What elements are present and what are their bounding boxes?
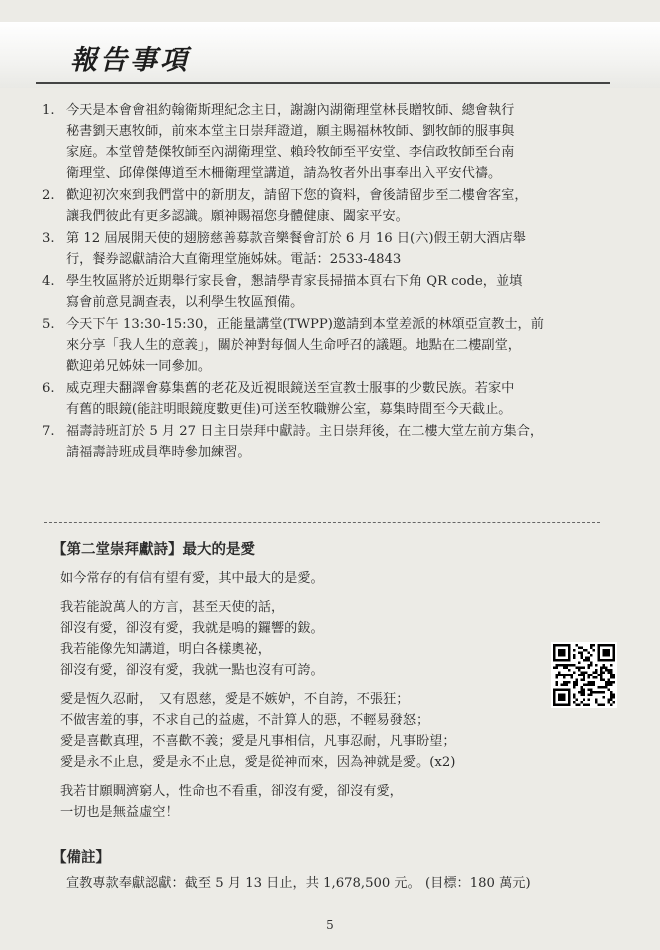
poem-stanza [60, 597, 560, 681]
notice-item [36, 421, 602, 463]
notice-number: 2. [42, 188, 55, 203]
notice-list [36, 100, 602, 464]
notice-item [36, 271, 602, 313]
poem-line: 愛是喜歡真理，不喜歡不義；愛是凡事相信，凡事忍耐，凡事盼望； [60, 734, 456, 749]
notice-line: 來分享「我人生的意義」，關於神對每個人生命呼召的議題。地點在二樓副堂， [66, 338, 521, 353]
poem-line: 我若能像先知講道，明白各樣奧祕， [60, 642, 271, 657]
poem-stanza [60, 781, 560, 823]
notice-line: 有舊的眼鏡(能註明眼鏡度數更佳)可送至牧職辦公室，募集時間至今天截止。 [66, 402, 512, 417]
notice-item [36, 100, 602, 184]
poem-line: 我若能說萬人的方言，甚至天使的話， [60, 600, 285, 615]
page-title: 報告事項 [70, 45, 190, 76]
notice-line: 家庭。本堂曾楚傑牧師至內湖衛理堂、賴玲牧師至平安堂、李信政牧師至台南 [66, 145, 515, 160]
notice-number: 1. [42, 103, 55, 118]
poem-line: 愛是恆久忍耐， 又有恩慈，愛是不嫉妒，不自誇，不張狂； [60, 692, 410, 707]
qr-code[interactable] [551, 642, 617, 708]
poem-line: 愛是永不止息，愛是永不止息，愛是從神而來，因為神就是愛。(x2) [60, 755, 456, 770]
poem-lyrics [60, 568, 560, 831]
notice-item [36, 185, 602, 227]
poem-line: 一切也是無益虛空！ [60, 805, 179, 820]
notice-line: 今天是本會會祖約翰衛斯理紀念主日，謝謝內湖衛理堂林長贈牧師、總會執行 [66, 103, 515, 118]
notice-item [36, 228, 602, 270]
notice-line: 歡迎初次來到我們當中的新朋友，請留下您的資料，會後請留步至二樓會客室， [66, 188, 528, 203]
notice-line: 第 12 屆展開天使的翅膀慈善募款音樂餐會訂於 6 月 16 日(六)假王朝大酒店舉 [66, 231, 526, 246]
poem-line: 不做害羞的事，不求自己的益處，不計算人的惡，不輕易發怒； [60, 713, 430, 728]
notice-number: 5. [42, 317, 55, 332]
notice-line: 福壽詩班訂於 5 月 27 日主日崇拜中獻詩。主日崇拜後，在二樓大堂左前方集合， [66, 424, 544, 439]
poem-line: 卻沒有愛，卻沒有愛，我就一點也沒有可誇。 [60, 663, 324, 678]
notice-line: 衛理堂、邱偉傑傳道至木柵衛理堂講道，請為牧者外出事奉出入平安代禱。 [66, 166, 502, 181]
notice-number: 3. [42, 231, 55, 246]
notice-item [36, 314, 602, 377]
poem-stanza [60, 689, 560, 773]
qr-code-icon [553, 644, 615, 706]
notice-line: 請福壽詩班成員準時參加練習。 [66, 445, 251, 460]
poem-stanza [60, 568, 560, 589]
section-divider [44, 522, 600, 523]
poem-line: 如今常存的有信有望有愛，其中最大的是愛。 [60, 571, 324, 586]
notice-line: 學生牧區將於近期舉行家長會，懇請學青家長掃描本頁右下角 QR code，並填 [66, 274, 523, 289]
page-number: 5 [326, 918, 334, 932]
notice-line: 寫會前意見調查表，以利學生牧區預備。 [66, 295, 304, 310]
remark-text: 宣教專款奉獻認獻：截至 5 月 13 日止，共 1,678,500 元。 (目標：180 萬元) [66, 876, 531, 891]
notice-number: 6. [42, 381, 55, 396]
notice-number: 7. [42, 424, 55, 439]
poem-line: 我若甘願賙濟窮人，性命也不看重，卻沒有愛，卻沒有愛， [60, 784, 403, 799]
title-divider [36, 82, 610, 84]
notice-number: 4. [42, 274, 55, 289]
notice-line: 秘書劉天惠牧師，前來本堂主日崇拜證道，願主賜福林牧師、劉牧師的服事與 [66, 124, 515, 139]
notice-item [36, 378, 602, 420]
poem-heading: 【第二堂崇拜獻詩】最大的是愛 [52, 542, 255, 558]
notice-line: 行，餐券認獻請洽大直衛理堂施姊妹。電話：2533-4843 [66, 252, 402, 267]
notice-line: 歡迎弟兄姊妹一同參加。 [66, 359, 212, 374]
notice-line: 讓我們彼此有更多認識。願神賜福您身體健康、闔家平安。 [66, 209, 409, 224]
notice-line: 今天下午 13:30-15:30，正能量講堂(TWPP)邀請到本堂差派的林頌亞宣教士，前 [66, 317, 544, 332]
poem-line: 卻沒有愛，卻沒有愛，我就是鳴的鑼響的鈸。 [60, 621, 324, 636]
notice-line: 威克理夫翻譯會募集舊的老花及近視眼鏡送至宣教士服事的少數民族。若家中 [66, 381, 515, 396]
remark-heading: 【備註】 [52, 850, 110, 866]
